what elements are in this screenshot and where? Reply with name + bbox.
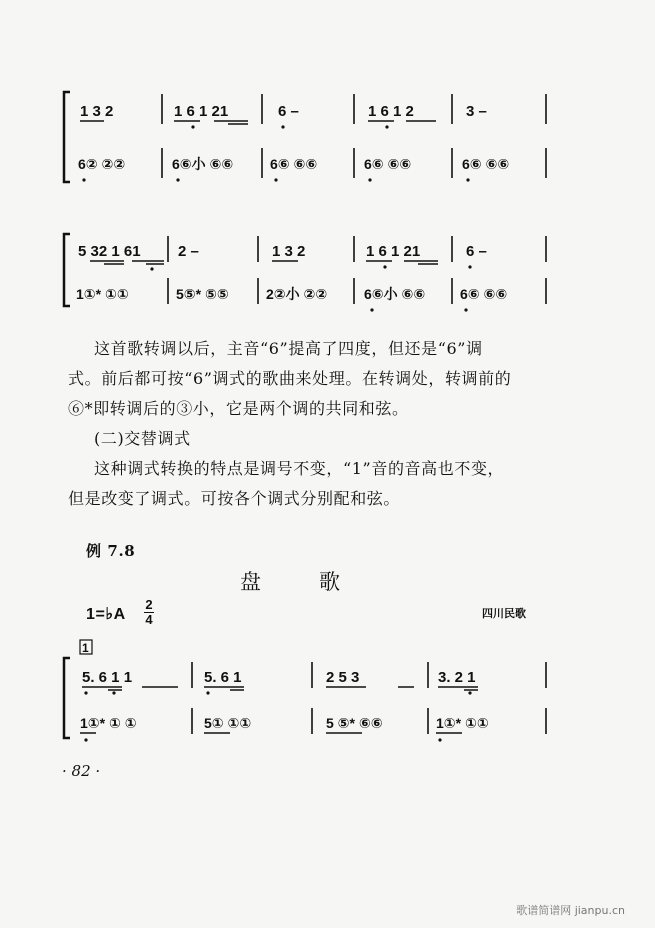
page-number: · 82 · (62, 762, 101, 780)
s3-melody-m1: 5. 6 1 1 (82, 669, 133, 686)
s1-melody-m3: 6 – (278, 103, 299, 120)
s3-chords-m2: 5① ①① (204, 715, 252, 731)
watermark: 歌谱简谱网 jianpu.cn (516, 904, 625, 917)
s1-chords-m5: 6⑥ ⑥⑥ (462, 156, 510, 172)
system-3 (64, 640, 546, 742)
s2-chords-m4: 6⑥小 ⑥⑥ (364, 286, 426, 302)
paragraph-2-line-1: 这种调式转换的特点是调号不变，“1”音的音高也不变， (94, 459, 505, 478)
s3-chords-m1: 1①* ① ① (80, 715, 137, 731)
song-title: 盘歌 (240, 570, 398, 594)
s2-melody-m4: 1 6 1 21 (366, 243, 421, 260)
s1-melody-m1: 1 3 2 (80, 103, 114, 120)
song-source: 四川民歌 (482, 607, 526, 620)
rehearsal-mark: 1 (82, 641, 89, 655)
time-signature (144, 598, 154, 627)
s1-melody-m2: 1 6 1 21 (174, 103, 229, 120)
time-signature-bottom: 4 (145, 612, 153, 627)
time-signature-top: 2 (145, 597, 153, 612)
s3-melody-m3: 2 5 3 (326, 669, 360, 686)
s1-chords-m1: 6② ②② (78, 156, 126, 172)
s2-melody-m1: 5 32 1 61 (78, 243, 141, 260)
paragraph-2-line-2: 但是改变了调式。可按各个调式分别配和弦。 (68, 489, 401, 508)
system-2 (64, 234, 546, 312)
s2-chords-m5: 6⑥ ⑥⑥ (460, 286, 508, 302)
s2-melody-m2: 2 – (178, 243, 199, 260)
s2-melody-m3: 1 3 2 (272, 243, 306, 260)
example-label: 例 7.8 (86, 542, 136, 560)
s2-melody-m5: 6 – (466, 243, 487, 260)
s2-chords-m1: 1①* ①① (76, 286, 129, 302)
s1-chords-m2: 6⑥小 ⑥⑥ (172, 156, 234, 172)
paragraph-1-line-3: ⑥*即转调后的③小，它是两个调的共同和弦。 (68, 399, 409, 418)
s3-chords-m3: 5 ⑤* ⑥⑥ (326, 715, 383, 731)
paragraph-1-line-2: 式。前后都可按“6”调式的歌曲来处理。在转调处，转调前的 (68, 369, 512, 388)
key-signature: 1=♭A (86, 606, 126, 623)
s1-chords-m4: 6⑥ ⑥⑥ (364, 156, 412, 172)
section-heading: (二)交替调式 (94, 429, 191, 448)
s1-melody-m4: 1 6 1 2 (368, 103, 414, 120)
paragraph-1-line-1: 这首歌转调以后，主音“6”提高了四度，但还是“6”调 (94, 339, 483, 358)
s3-chords-m4: 1①* ①① (436, 715, 489, 731)
system-1 (64, 92, 546, 182)
s2-chords-m3: 2②小 ②② (266, 286, 328, 302)
s3-melody-m4: 3. 2 1 (438, 669, 476, 686)
s2-chords-m2: 5⑤* ⑤⑤ (176, 286, 229, 302)
s1-chords-m3: 6⑥ ⑥⑥ (270, 156, 318, 172)
s3-melody-m2: 5. 6 1 (204, 669, 242, 686)
s1-melody-m5: 3 – (466, 103, 487, 120)
